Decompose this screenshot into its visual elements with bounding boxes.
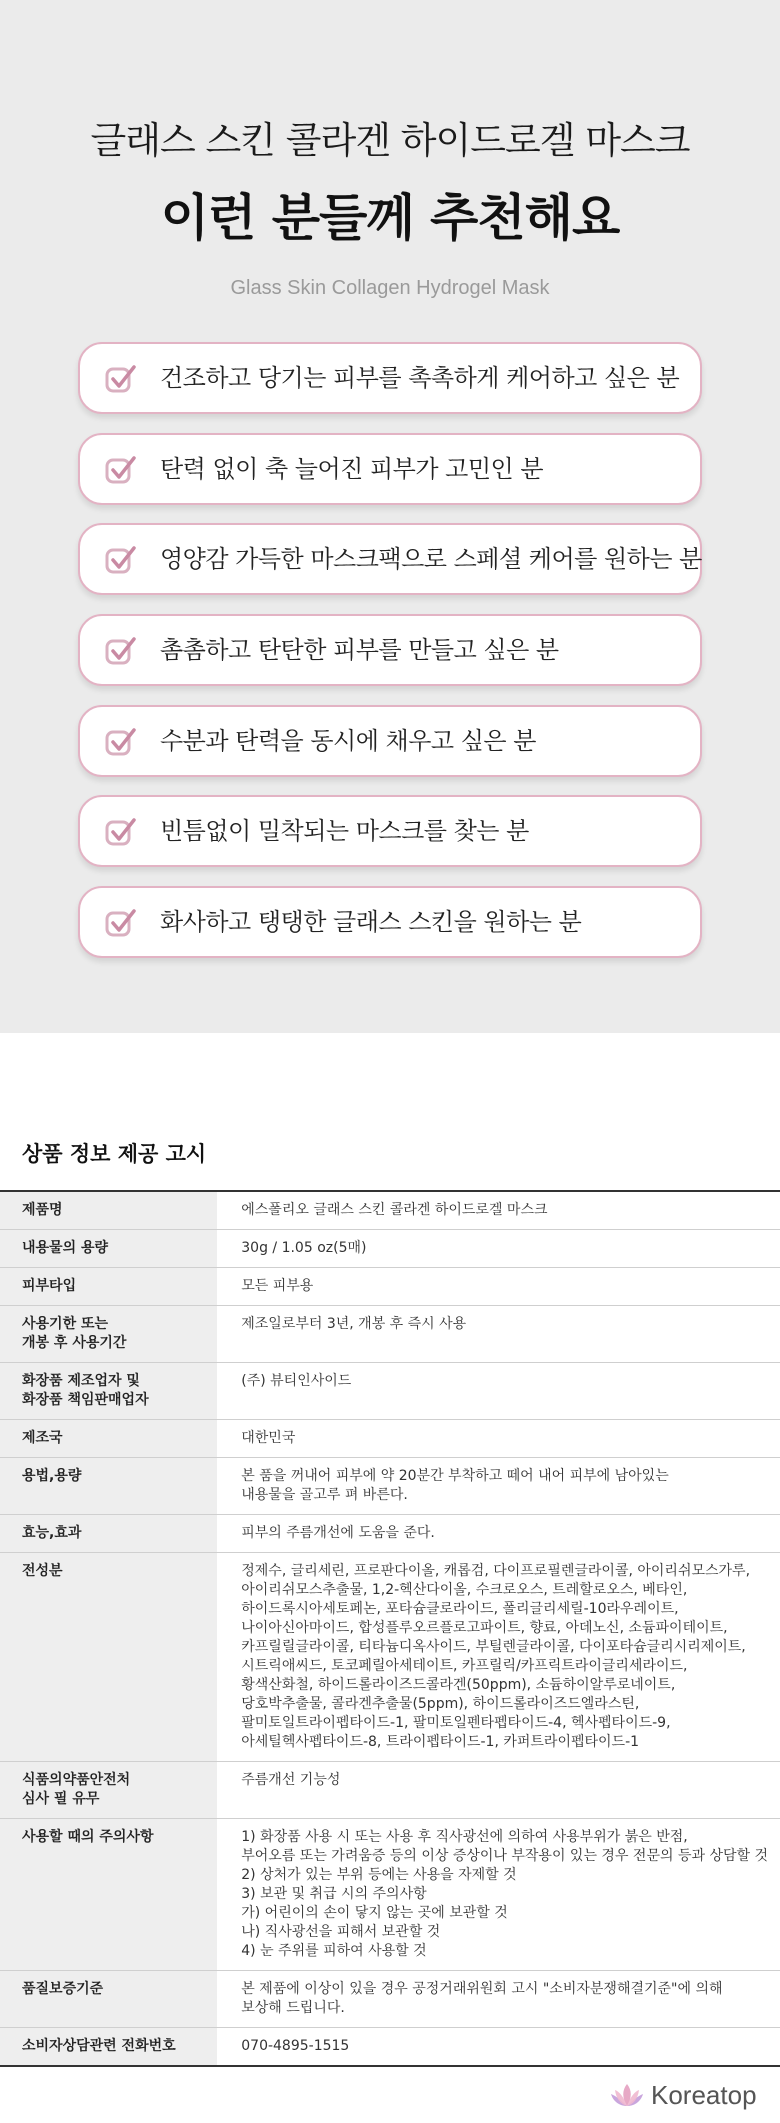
row-label-line: 소비자상담관련 전화번호 bbox=[22, 2038, 176, 2054]
table-row bbox=[0, 1268, 780, 1306]
row-value-line: 30g / 1.05 oz(5매) bbox=[241, 1240, 367, 1256]
recommendation-item bbox=[78, 614, 702, 686]
row-label bbox=[0, 1762, 217, 1819]
row-value-line: 카프릴릴글라이콜, 티타늄디옥사이드, 부틸렌글라이콜, 다이포타슘글리시리제이트, bbox=[241, 1639, 746, 1655]
row-label bbox=[0, 2028, 217, 2067]
recommendation-text: 탄력 없이 축 늘어진 피부가 고민인 분 bbox=[160, 454, 544, 483]
check-icon bbox=[104, 363, 138, 397]
row-value-line: 아세틸헥사펩타이드-8, 트라이펩타이드-1, 카퍼트라이펩타이드-1 bbox=[241, 1734, 640, 1750]
recommendation-item bbox=[78, 523, 702, 595]
row-value-line: 4) 눈 주위를 피하여 사용할 것 bbox=[241, 1943, 427, 1959]
row-label-line: 전성분 bbox=[22, 1563, 63, 1579]
row-value-line: 주름개선 기능성 bbox=[241, 1772, 341, 1788]
table-row bbox=[0, 1363, 780, 1420]
recommendation-item bbox=[78, 795, 702, 867]
row-value bbox=[217, 1420, 780, 1458]
row-value-line: 당호박추출물, 콜라겐추출물(5ppm), 하이드롤라이즈드엘라스틴, bbox=[241, 1696, 640, 1712]
table-row bbox=[0, 1762, 780, 1819]
row-value-line: 하이드록시아세토페논, 포타슘클로라이드, 폴리글리세릴-10라우레이트, bbox=[241, 1601, 679, 1617]
table-row bbox=[0, 1420, 780, 1458]
recommendation-list bbox=[78, 342, 702, 977]
row-value-line: 모든 피부용 bbox=[241, 1278, 314, 1294]
recommendation-text: 빈틈없이 밀착되는 마스크를 찾는 분 bbox=[160, 817, 529, 846]
row-label bbox=[0, 1306, 217, 1363]
row-value-line: 나) 직사광선을 피해서 보관할 것 bbox=[241, 1924, 441, 1940]
row-label-line: 사용할 때의 주의사항 bbox=[22, 1829, 154, 1845]
row-value bbox=[217, 1971, 780, 2028]
row-value-line: 본 품을 꺼내어 피부에 약 20분간 부착하고 떼어 내어 피부에 남아있는 bbox=[241, 1468, 669, 1484]
row-value-line: 3) 보관 및 취급 시의 주의사항 bbox=[241, 1886, 427, 1902]
product-english-name: Glass Skin Collagen Hydrogel Mask bbox=[230, 277, 550, 299]
row-value-line: 대한민국 bbox=[241, 1430, 296, 1446]
row-value bbox=[217, 1268, 780, 1306]
check-icon bbox=[104, 726, 138, 760]
row-value-line: 피부의 주름개선에 도움을 준다. bbox=[241, 1525, 435, 1541]
row-label-line: 심사 필 유무 bbox=[22, 1791, 100, 1807]
check-icon bbox=[104, 454, 138, 488]
row-label-line: 내용물의 용량 bbox=[22, 1240, 109, 1256]
row-label-line: 개봉 후 사용기간 bbox=[22, 1335, 127, 1351]
recommendation-text: 촘촘하고 탄탄한 피부를 만들고 싶은 분 bbox=[160, 636, 559, 665]
product-info-table bbox=[0, 1190, 780, 2067]
row-value-line: 아이리쉬모스추출물, 1,2-헥산다이올, 수크로오스, 트레할로오스, 베타인, bbox=[241, 1582, 688, 1598]
row-value bbox=[217, 1191, 780, 1230]
row-value-line: 에스폴리오 글래스 스킨 콜라겐 하이드로겔 마스크 bbox=[241, 1202, 548, 1218]
row-value-line: (주) 뷰티인사이드 bbox=[241, 1373, 352, 1389]
recommendation-text: 화사하고 탱탱한 글래스 스킨을 원하는 분 bbox=[160, 908, 582, 937]
row-value-line: 나이아신아마이드, 합성플루오르플로고파이트, 향료, 아데노신, 소듐파이테이트, bbox=[241, 1620, 728, 1636]
row-label bbox=[0, 1363, 217, 1420]
row-value-line: 시트릭애씨드, 토코페릴아세테이트, 카프릴릭/카프릭트라이글리세라이드, bbox=[241, 1658, 688, 1674]
row-value-line: 본 제품에 이상이 있을 경우 공정거래위원회 고시 "소비자분쟁해결기준"에 의해 bbox=[241, 1981, 723, 1997]
table-row bbox=[0, 2028, 780, 2067]
brand-logo bbox=[608, 2080, 757, 2111]
row-value bbox=[217, 1230, 780, 1268]
table-row bbox=[0, 1553, 780, 1762]
row-value bbox=[217, 1553, 780, 1762]
table-row bbox=[0, 1515, 780, 1553]
recommendation-text: 수분과 탄력을 동시에 채우고 싶은 분 bbox=[160, 726, 536, 755]
row-label-line: 식품의약품안전처 bbox=[22, 1772, 131, 1788]
row-value bbox=[217, 1306, 780, 1363]
brand-name: Koreatop bbox=[651, 2080, 757, 2110]
row-value-line: 보상해 드립니다. bbox=[241, 2000, 345, 2016]
row-value-line: 가) 어린이의 손이 닿지 않는 곳에 보관할 것 bbox=[241, 1905, 508, 1921]
row-label-line: 품질보증기준 bbox=[22, 1981, 104, 1997]
row-label bbox=[0, 1819, 217, 1971]
table-row bbox=[0, 1230, 780, 1268]
row-value-line: 070-4895-1515 bbox=[241, 2038, 350, 2054]
row-label-line: 피부타입 bbox=[22, 1278, 77, 1294]
row-value bbox=[217, 1515, 780, 1553]
lotus-icon bbox=[608, 2081, 646, 2111]
row-label-line: 제품명 bbox=[22, 1202, 63, 1218]
row-value bbox=[217, 1819, 780, 1971]
check-icon bbox=[104, 907, 138, 941]
recommendation-item bbox=[78, 886, 702, 958]
recommendation-item bbox=[78, 705, 702, 777]
check-icon bbox=[104, 816, 138, 850]
row-label bbox=[0, 1230, 217, 1268]
row-label bbox=[0, 1458, 217, 1515]
row-label-line: 사용기한 또는 bbox=[22, 1316, 109, 1332]
info-title: 상품 정보 제공 고시 bbox=[22, 1142, 207, 1166]
row-value-line: 팔미토일트라이펩타이드-1, 팔미토일펜타펩타이드-4, 헥사펩타이드-9, bbox=[241, 1715, 671, 1731]
recommendation-heading: 이런 분들께 추천해요 bbox=[160, 189, 620, 247]
row-label bbox=[0, 1971, 217, 2028]
row-value-line: 제조일로부터 3년, 개봉 후 즉시 사용 bbox=[241, 1316, 467, 1332]
recommendation-text: 영양감 가득한 마스크팩으로 스페셜 케어를 원하는 분 bbox=[160, 545, 702, 574]
recommendation-section bbox=[0, 0, 780, 1033]
row-label-line: 화장품 제조업자 및 bbox=[22, 1373, 140, 1389]
row-value-line: 2) 상처가 있는 부위 등에는 사용을 자제할 것 bbox=[241, 1867, 517, 1883]
row-label bbox=[0, 1553, 217, 1762]
table-row bbox=[0, 1819, 780, 1971]
table-row bbox=[0, 1971, 780, 2028]
table-row bbox=[0, 1191, 780, 1230]
row-label bbox=[0, 1420, 217, 1458]
row-value bbox=[217, 1458, 780, 1515]
recommendation-item bbox=[78, 342, 702, 414]
row-label-line: 화장품 책임판매업자 bbox=[22, 1392, 149, 1408]
row-label-line: 효능,효과 bbox=[22, 1525, 82, 1541]
check-icon bbox=[104, 635, 138, 669]
row-label-line: 용법,용량 bbox=[22, 1468, 82, 1484]
row-label bbox=[0, 1515, 217, 1553]
table-row bbox=[0, 1458, 780, 1515]
row-value bbox=[217, 1363, 780, 1420]
recommendation-text: 건조하고 당기는 피부를 촉촉하게 케어하고 싶은 분 bbox=[160, 364, 680, 392]
row-value bbox=[217, 2028, 780, 2067]
row-value-line: 1) 화장품 사용 시 또는 사용 후 직사광선에 의하여 사용부위가 붉은 반점, bbox=[241, 1829, 688, 1845]
row-label-line: 제조국 bbox=[22, 1430, 63, 1446]
check-icon bbox=[104, 544, 138, 578]
product-title: 글래스 스킨 콜라겐 하이드로겔 마스크 bbox=[90, 119, 690, 162]
row-value-line: 내용물을 골고루 펴 바른다. bbox=[241, 1487, 408, 1503]
row-value bbox=[217, 1762, 780, 1819]
row-value-line: 정제수, 글리세린, 프로판다이올, 캐롭검, 다이프로필렌글라이콜, 아이리쉬모스가루, bbox=[241, 1563, 751, 1579]
row-label bbox=[0, 1268, 217, 1306]
table-row bbox=[0, 1306, 780, 1363]
row-value-line: 부어오름 또는 가려움증 등의 이상 증상이나 부작용이 있는 경우 전문의 등과 상담할 것 bbox=[241, 1848, 768, 1864]
recommendation-item bbox=[78, 433, 702, 505]
row-label bbox=[0, 1191, 217, 1230]
row-value-line: 황색산화철, 하이드롤라이즈드콜라겐(50ppm), 소듐하이알루로네이트, bbox=[241, 1677, 676, 1693]
